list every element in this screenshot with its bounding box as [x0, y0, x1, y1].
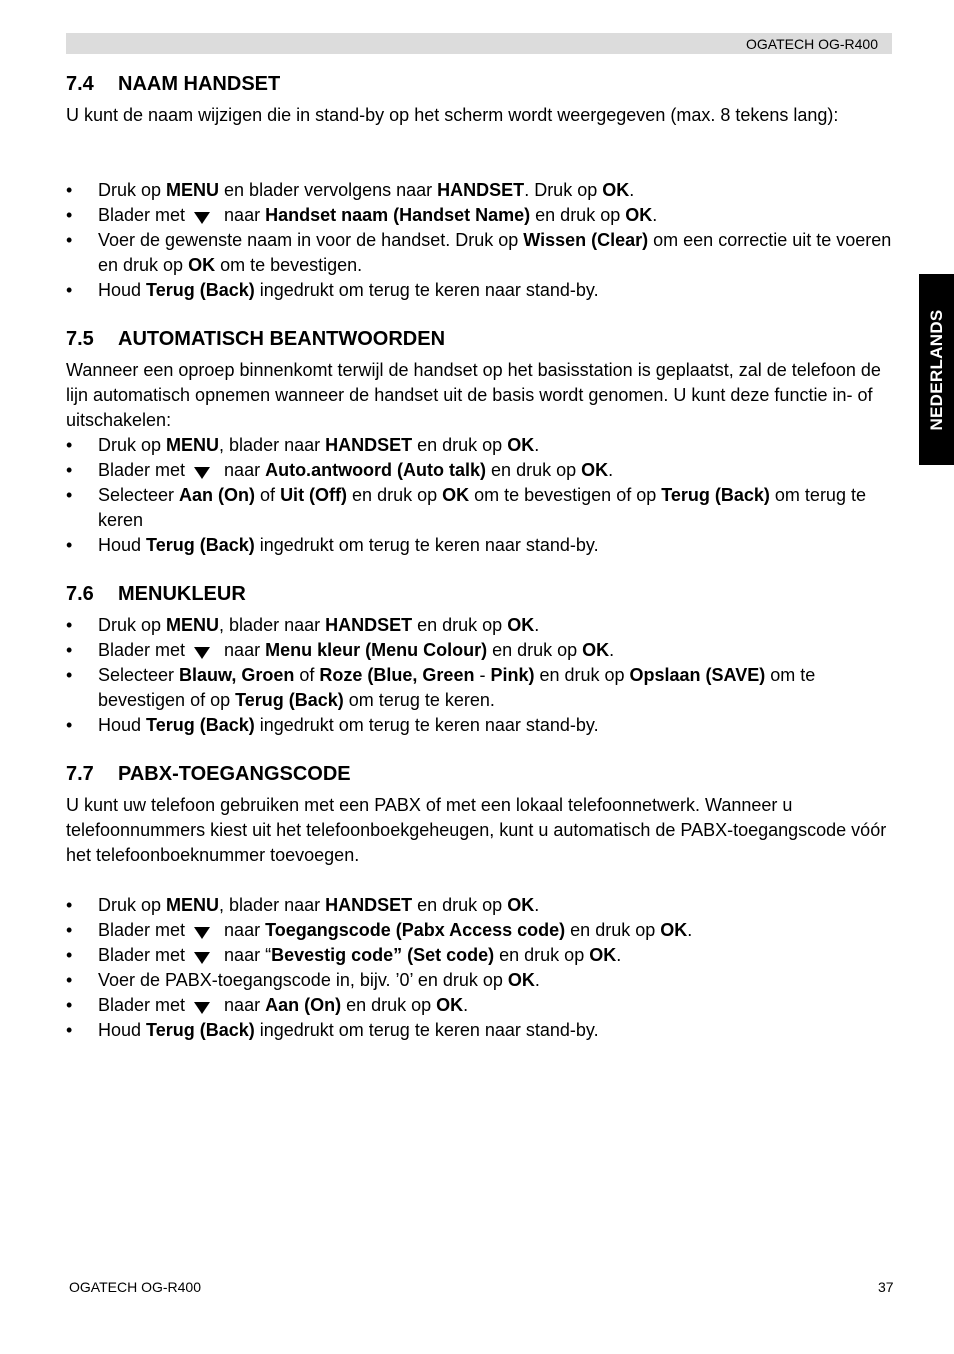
text-run: . Druk op: [524, 180, 603, 200]
text-run-bold: Bevestig code” (Set code): [271, 945, 495, 965]
text-run-bold: OK: [507, 970, 535, 990]
text-run-bold: Handset naam (Handset Name): [265, 205, 531, 225]
text-run: om te bevestigen.: [215, 255, 363, 275]
section-number: 7.7: [66, 763, 94, 785]
text-run-bold: OK: [507, 435, 535, 455]
section-heading: NAAM HANDSET: [118, 73, 281, 95]
text-run: .: [534, 895, 540, 915]
text-run: en druk op: [530, 205, 626, 225]
text-run: en druk op: [534, 665, 630, 685]
text-run-bold: Terug (Back): [146, 715, 255, 735]
text-run: om terug te keren: [98, 485, 866, 530]
text-run: en druk op: [412, 895, 508, 915]
text-run-bold: Wissen (Clear): [523, 230, 649, 250]
header-product-name: OGATECH OG-R400: [746, 36, 878, 52]
list-item: [66, 278, 892, 303]
text-run-bold: HANDSET: [325, 895, 413, 915]
section-number: 7.6: [66, 583, 94, 605]
text-run: Blader met: [98, 995, 186, 1015]
text-run: Blader met: [98, 460, 186, 480]
text-run-bold: OK: [442, 485, 470, 505]
page-number: 37: [878, 1279, 894, 1295]
scroll-down-arrow-icon: [194, 467, 210, 479]
list-item: [66, 533, 892, 558]
text-run: Selecteer: [98, 485, 180, 505]
text-run-bold: Aan (On): [265, 995, 342, 1015]
text-run-bold: OK: [602, 180, 630, 200]
text-run-bold: Blauw, Groen: [179, 665, 295, 685]
list-item: [66, 433, 892, 458]
text-run: ingedrukt om terug te keren naar stand-by.: [254, 715, 599, 735]
text-run: Houd: [98, 1020, 147, 1040]
text-run: en druk op: [494, 945, 590, 965]
text-run: en druk op: [486, 460, 582, 480]
section-heading: MENUKLEUR: [118, 583, 246, 605]
text-run: naar: [219, 205, 266, 225]
text-run: en blader vervolgens naar: [219, 180, 438, 200]
text-run: en druk op: [565, 920, 661, 940]
text-run-bold: OK: [625, 205, 653, 225]
scroll-down-arrow-icon: [194, 212, 210, 224]
section-heading: AUTOMATISCH BEANTWOORDEN: [118, 328, 446, 350]
list-item: [66, 968, 892, 993]
text-run-bold: OK: [188, 255, 216, 275]
text-run-bold: MENU: [166, 435, 220, 455]
text-run: naar: [219, 460, 266, 480]
text-run-bold: HANDSET: [437, 180, 525, 200]
text-run-bold: MENU: [166, 615, 220, 635]
text-run-bold: OK: [589, 945, 617, 965]
text-run-bold: HANDSET: [325, 435, 413, 455]
list-item: [66, 483, 892, 533]
text-run: om te bevestigen of op: [98, 665, 816, 710]
steps-list-7-7: [66, 893, 892, 1043]
section-intro-7-5: Wanneer een oproep binnenkomt terwijl de handset op het basisstation is geplaatst, zal de telefoon de lijn automatisch opnemen wanneer de handset uit de basis wordt genomen. U kunt deze functie in- of uitschakelen:: [66, 360, 881, 430]
text-run-bold: HANDSET: [325, 615, 413, 635]
steps-list-7-4: [66, 178, 892, 303]
text-run: .: [534, 615, 540, 635]
list-item: [66, 893, 892, 918]
text-run: Selecteer: [98, 665, 180, 685]
footer-product-name: OGATECH OG-R400: [69, 1279, 201, 1295]
text-run: Houd: [98, 715, 147, 735]
text-run: .: [608, 460, 614, 480]
list-item: [66, 458, 892, 483]
text-run: Blader met: [98, 640, 186, 660]
text-run: Voer de gewenste naam in voor de handset. Druk op: [98, 230, 524, 250]
text-run-bold: Aan (On): [179, 485, 256, 505]
list-item: [66, 1018, 892, 1043]
text-run: ingedrukt om terug te keren naar stand-by.: [254, 280, 599, 300]
text-run: Druk op: [98, 180, 167, 200]
scroll-down-arrow-icon: [194, 647, 210, 659]
scroll-down-arrow-icon: [194, 1002, 210, 1014]
text-run: ingedrukt om terug te keren naar stand-by.: [254, 535, 599, 555]
text-run: om te bevestigen of op: [469, 485, 662, 505]
list-item: [66, 638, 892, 663]
text-run: of: [255, 485, 281, 505]
section-intro-7-7: U kunt uw telefoon gebruiken met een PABX of met een lokaal telefoonnetwerk. Wanneer u telefoonnummers kiest uit het telefoonboekgeheugen, kunt u automatisch de PABX-toegangscode vóór het telefoonboeknummer toevoegen.: [66, 795, 887, 865]
list-item: [66, 918, 892, 943]
text-run: Druk op: [98, 615, 167, 635]
steps-list-7-6: [66, 613, 892, 738]
text-run: naar: [219, 995, 266, 1015]
text-run: Blader met: [98, 945, 186, 965]
text-run-bold: OK: [507, 615, 535, 635]
text-run-bold: Terug (Back): [146, 1020, 255, 1040]
text-run: om terug te keren.: [343, 690, 495, 710]
text-run-bold: OK: [507, 895, 535, 915]
text-run-bold: Menu kleur (Menu Colour): [265, 640, 488, 660]
section-heading: PABX-TOEGANGSCODE: [118, 763, 351, 785]
scroll-down-arrow-icon: [194, 952, 210, 964]
text-run: Houd: [98, 535, 147, 555]
text-run-bold: Terug (Back): [235, 690, 344, 710]
text-run-bold: Pink): [490, 665, 535, 685]
text-run: .: [463, 995, 469, 1015]
text-run-bold: OK: [581, 460, 609, 480]
text-run: en druk op: [487, 640, 583, 660]
language-side-tab: [919, 274, 954, 465]
text-run-bold: Terug (Back): [146, 280, 255, 300]
text-run: en druk op: [347, 485, 443, 505]
text-run-bold: MENU: [166, 180, 220, 200]
list-item: [66, 713, 892, 738]
text-run: Druk op: [98, 895, 167, 915]
list-item: [66, 613, 892, 638]
text-run-bold: MENU: [166, 895, 220, 915]
text-run-bold: Auto.antwoord (Auto talk): [265, 460, 487, 480]
text-run: Voer de PABX-toegangscode in, bijv. ’0’ en druk op: [98, 970, 508, 990]
text-run-bold: Terug (Back): [146, 535, 255, 555]
scroll-down-arrow-icon: [194, 927, 210, 939]
text-run-bold: Opslaan (SAVE): [629, 665, 766, 685]
text-run-bold: OK: [582, 640, 610, 660]
steps-list-7-5: [66, 433, 892, 558]
section-number: 7.5: [66, 328, 94, 350]
section-title-7-4: [66, 73, 280, 96]
text-run: .: [652, 205, 658, 225]
list-item: [66, 993, 892, 1018]
text-run: , blader naar: [219, 435, 326, 455]
text-run: -: [474, 665, 491, 685]
list-item: [66, 228, 892, 278]
list-item: [66, 203, 892, 228]
text-run-bold: Toegangscode (Pabx Access code): [265, 920, 566, 940]
list-item: [66, 943, 892, 968]
section-title-7-6: [66, 583, 246, 606]
text-run: Blader met: [98, 205, 186, 225]
text-run: .: [687, 920, 693, 940]
section-intro-7-4: U kunt de naam wijzigen die in stand-by op het scherm wordt weergegeven (max. 8 tekens lang):: [66, 105, 839, 125]
text-run-bold: OK: [436, 995, 464, 1015]
section-number: 7.4: [66, 73, 94, 95]
text-run-bold: Terug (Back): [661, 485, 770, 505]
text-run-bold: Roze (Blue, Green: [319, 665, 475, 685]
text-run: om een correctie uit te voeren en druk op: [98, 230, 892, 275]
text-run: en druk op: [341, 995, 437, 1015]
text-run: .: [534, 970, 540, 990]
section-title-7-5: [66, 328, 445, 351]
header-bar: [66, 33, 892, 54]
text-run-bold: OK: [660, 920, 688, 940]
text-run: .: [616, 945, 622, 965]
text-run: Blader met: [98, 920, 186, 940]
text-run: .: [609, 640, 615, 660]
text-run: Houd: [98, 280, 147, 300]
text-run: ingedrukt om terug te keren naar stand-by.: [254, 1020, 599, 1040]
text-run: en druk op: [412, 435, 508, 455]
list-item: [66, 663, 892, 713]
text-run: .: [534, 435, 540, 455]
text-run: of: [294, 665, 320, 685]
text-run-bold: Uit (Off): [280, 485, 348, 505]
text-run: naar: [219, 640, 266, 660]
list-item: [66, 178, 892, 203]
language-side-tab-label: NEDERLANDS: [926, 308, 946, 431]
text-run: naar “: [219, 945, 272, 965]
section-title-7-7: [66, 763, 351, 786]
text-run: Druk op: [98, 435, 167, 455]
text-run: .: [629, 180, 635, 200]
text-run: en druk op: [412, 615, 508, 635]
text-run: , blader naar: [219, 615, 326, 635]
text-run: , blader naar: [219, 895, 326, 915]
text-run: naar: [219, 920, 266, 940]
